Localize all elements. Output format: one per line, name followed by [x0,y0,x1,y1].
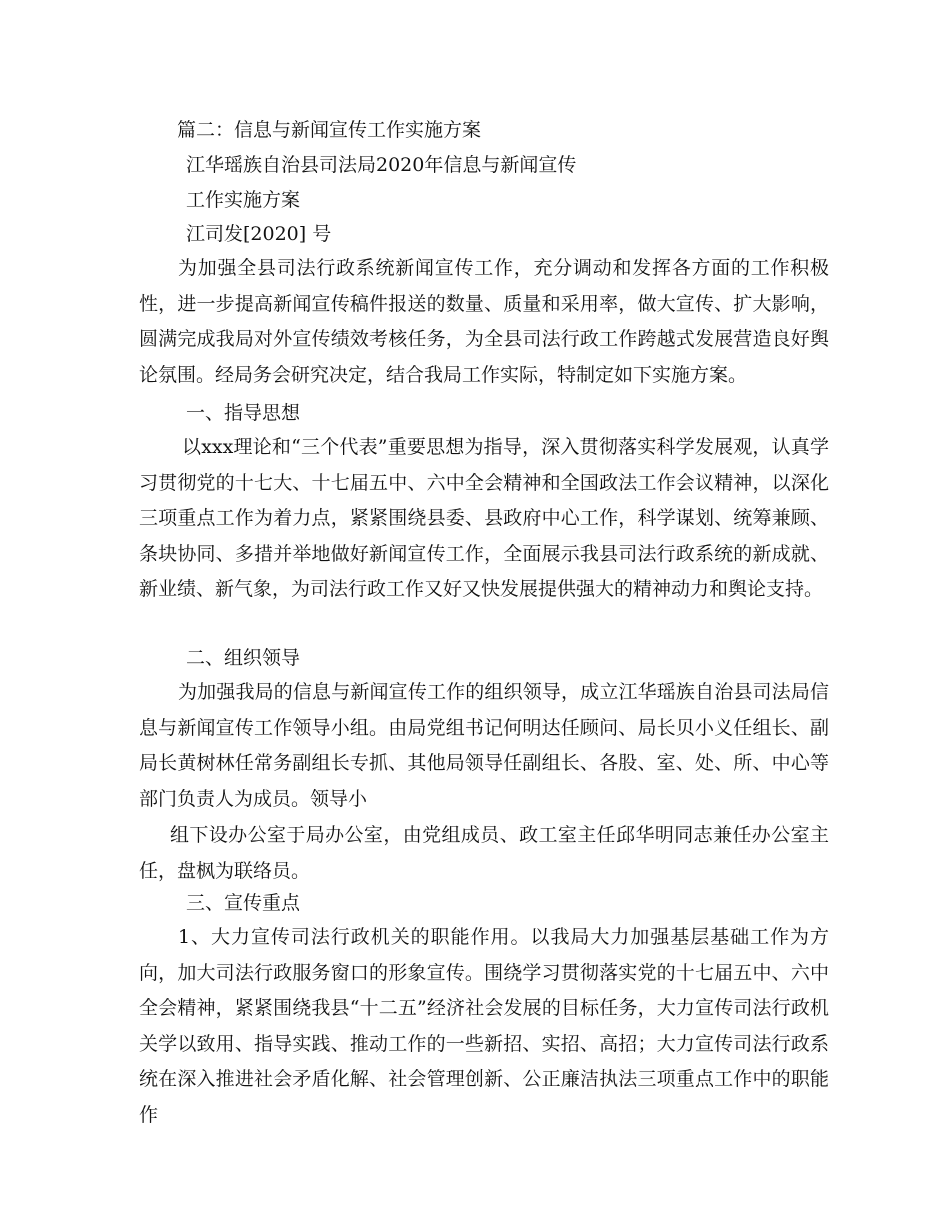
section-heading-publicity-focus: 三、宣传重点 [186,892,301,914]
section-paragraph-publicity-focus: 1、大力宣传司法行政机关的职能作用。以我局大力加强基层基础工作为方向，加大司法行政服务窗口的形象宣传。围绕学习贯彻落实党的十七届五中、六中全会精神，紧紧围绕我县“十二五”经济社会发展的目标任务，大力宣传司法行政机关学以致用、指导实践、推动工作的一些新招、实招、高招；大力宣传司法行政系统在深入推进社会矛盾化解、社会管理创新、公正廉洁执法三项重点工作中的职能作 [139,926,829,1126]
document-title-continued: 工作实施方案 [186,189,301,211]
section-heading-organization: 二、组织领导 [186,647,301,669]
section-paragraph-guiding-ideology: 以xxx理论和“三个代表”重要思想为指导，深入贯彻落实科学发展观，认真学习贯彻党的十七大、十七届五中、六中全会精神和全国政法工作会议精神，以深化三项重点工作为着力点，紧紧围绕县委、县政府中心工作，科学谋划、统筹兼顾、条块协同、多措并举地做好新闻宣传工作，全面展示我县司法行政系统的新成就、新业绩、新气象，为司法行政工作又好又快发展提供强大的精神动力和舆论支持。 [139,436,829,600]
section-heading-guiding-ideology: 一、指导思想 [186,402,301,424]
document-number: 江司发[2020] 号 [186,223,332,245]
section-paragraph-organization-continued: 组下设办公室于局办公室，由党组成员、政工室主任邱华明同志兼任办公室主任，盘枫为联络员。 [139,824,829,882]
intro-paragraph: 为加强全县司法行政系统新闻宣传工作，充分调动和发挥各方面的工作积极性，进一步提高新闻宣传稿件报送的数量、质量和采用率，做大宣传、扩大影响，圆满完成我局对外宣传绩效考核任务，为全县司法行政工作跨越式发展营造良好舆论氛围。经局务会研究决定，结合我局工作实际，特制定如下实施方案。 [139,257,829,386]
section-paragraph-organization: 为加强我局的信息与新闻宣传工作的组织领导，成立江华瑶族自治县司法局信息与新闻宣传工作领导小组。由局党组书记何明达任顾问、局长贝小义任组长、副局长黄树林任常务副组长专抓、其他局领导任副组长、各股、室、处、所、中心等部门负责人为成员。领导小 [139,681,829,810]
chapter-title: 篇二：信息与新闻宣传工作实施方案 [177,119,482,141]
document-title: 江华瑶族自治县司法局2020年信息与新闻宣传 [186,154,577,176]
